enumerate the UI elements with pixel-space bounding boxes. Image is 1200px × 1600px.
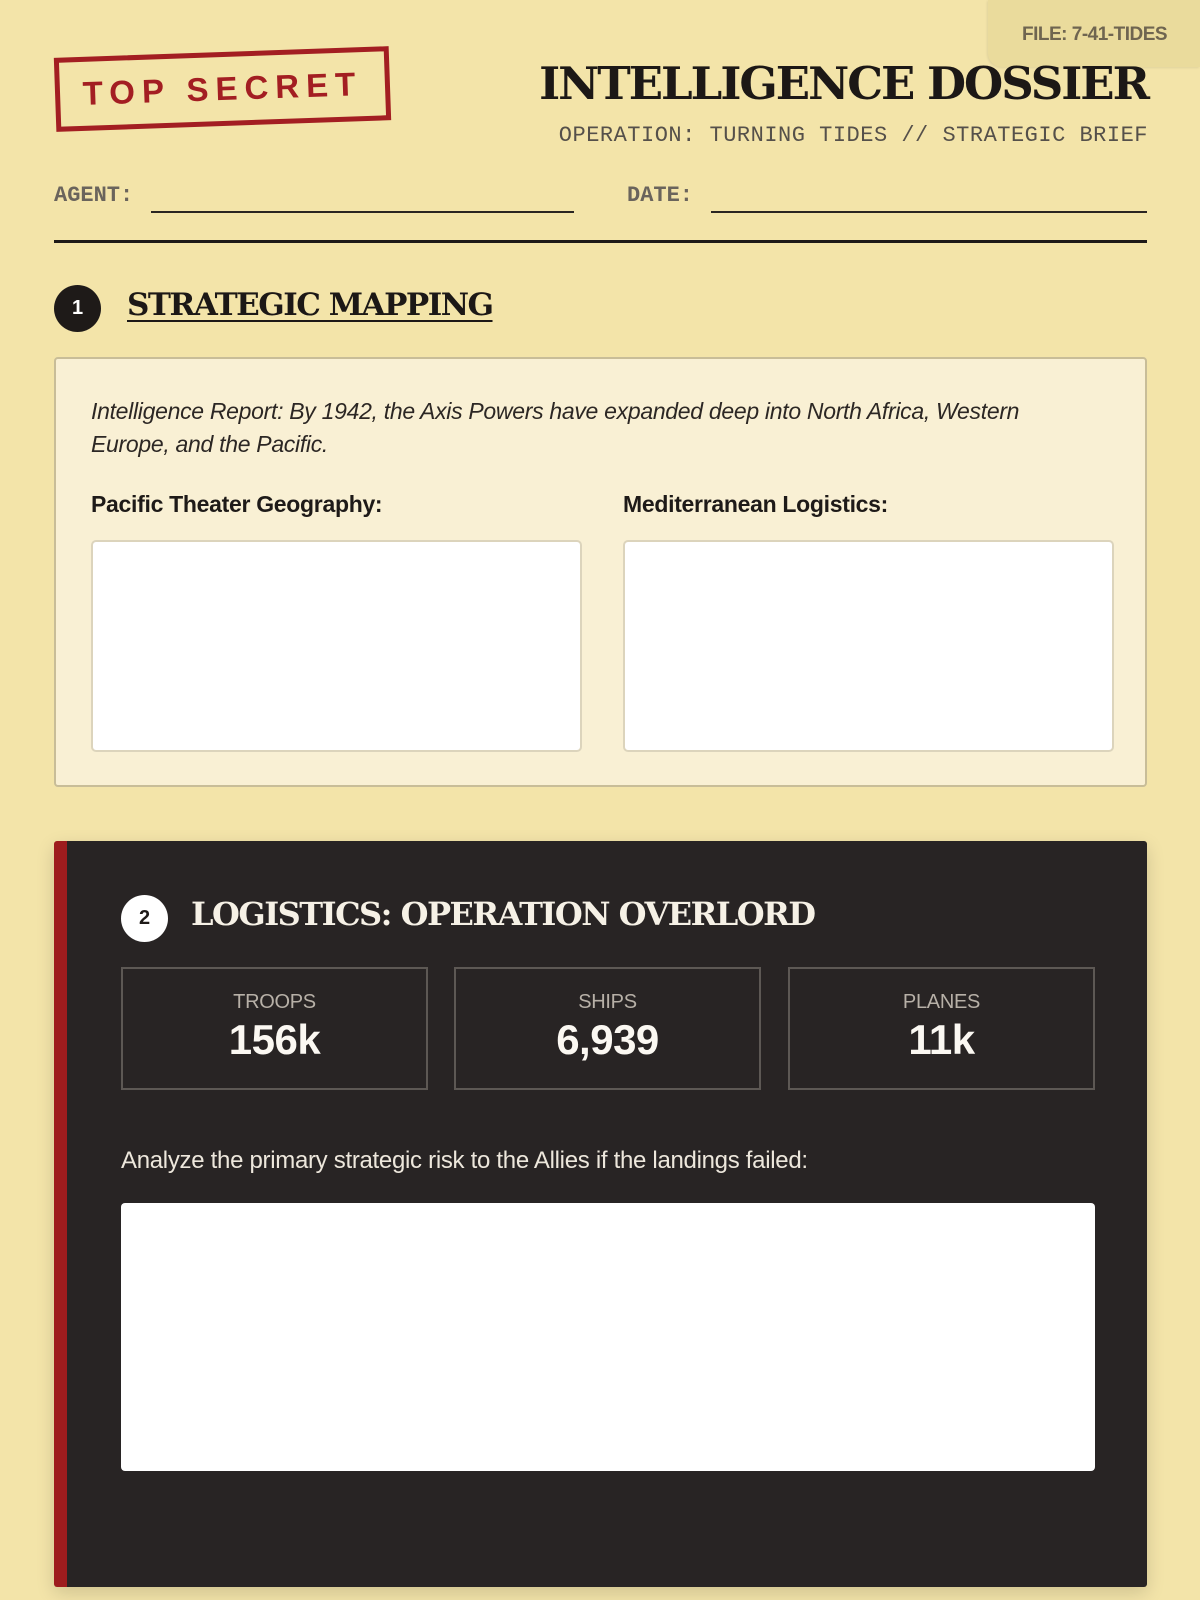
section-1-number-badge: 1 [54, 285, 101, 332]
stat-label: TROOPS [233, 991, 316, 1013]
stat-card-ships [454, 967, 761, 1090]
agent-label: AGENT: [54, 183, 134, 208]
header-divider [54, 240, 1147, 243]
pacific-theater-answer[interactable] [91, 540, 582, 752]
strategic-risk-prompt: Analyze the primary strategic risk to the Allies if the landings failed: [121, 1147, 808, 1174]
page-title: INTELLIGENCE DOSSIER [539, 57, 1148, 110]
top-secret-stamp: TOP SECRET [54, 46, 391, 132]
logistics-panel [54, 841, 1147, 1587]
stat-value: 156k [228, 1016, 321, 1063]
section-2-title: LOGISTICS: OPERATION OVERLORD [191, 895, 815, 933]
stat-label: SHIPS [578, 991, 637, 1013]
stat-card-planes [788, 967, 1095, 1090]
date-label: DATE: [627, 183, 694, 208]
stat-label: PLANES [902, 991, 981, 1013]
stat-value: 11k [908, 1016, 975, 1063]
page-subtitle: OPERATION: TURNING TIDES // STRATEGIC BRIEF [558, 123, 1148, 148]
agent-input[interactable] [151, 211, 574, 213]
pacific-theater-label: Pacific Theater Geography: [91, 491, 383, 517]
strategic-risk-answer[interactable] [121, 1203, 1095, 1471]
stat-card-troops [121, 967, 428, 1090]
section-1-title: STRATEGIC MAPPING [127, 287, 493, 323]
file-tab: FILE: 7-41-TIDES [988, 0, 1200, 67]
intelligence-report-text: Intelligence Report: By 1942, the Axis Powers have expanded deep into North Africa, Western Europe, and the Pacific. [91, 398, 1020, 457]
section-2-number-badge: 2 [121, 895, 168, 942]
strategic-mapping-panel [54, 357, 1147, 787]
date-input[interactable] [711, 211, 1147, 213]
stat-value: 6,939 [556, 1016, 659, 1063]
mediterranean-logistics-answer[interactable] [623, 540, 1114, 752]
mediterranean-logistics-label: Mediterranean Logistics: [623, 491, 889, 517]
